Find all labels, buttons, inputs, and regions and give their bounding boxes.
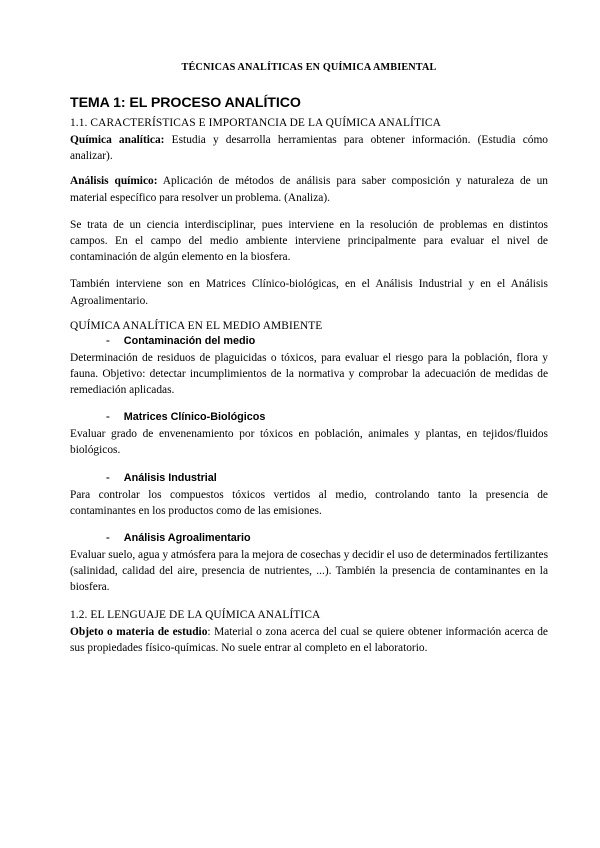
definition-text: Aplicación de métodos de análisis para saber composición y naturaleza de un material específico para resolver un problema. (Analiza). bbox=[70, 175, 548, 204]
subsection-heading-medio-ambiente: QUÍMICA ANALÍTICA EN EL MEDIO AMBIENTE bbox=[70, 319, 323, 332]
page-title: TEMA 1: EL PROCESO ANALÍTICO bbox=[70, 95, 301, 111]
document-header-title: TÉCNICAS ANALÍTICAS EN QUÍMICA AMBIENTAL bbox=[181, 62, 437, 73]
list-item-body: Evaluar grado de envenenamiento por tóxicos en población, animales y plantas, en tejidos/fluidos biológicos. bbox=[70, 428, 548, 457]
definition-quimica-analitica bbox=[70, 132, 548, 164]
definition-label: Análisis químico: bbox=[70, 175, 158, 188]
definition-objeto-estudio bbox=[70, 624, 548, 656]
list-item-label: Análisis Agroalimentario bbox=[123, 532, 251, 544]
paragraph-matrices: También interviene son en Matrices Clínico-biológicas, en el Análisis Industrial y en el Análisis Agroalimentario. bbox=[70, 278, 548, 307]
definition-text: : Material o zona acerca del cual se quiere obtener información acerca de sus propiedades físico-químicas. No suele entrar al completo en el laboratorio. bbox=[70, 625, 548, 654]
bullet-dash-icon: - bbox=[106, 411, 110, 424]
bullet-dash-icon: - bbox=[106, 334, 110, 347]
definition-label: Química analítica: bbox=[70, 134, 165, 146]
list-item-body: Determinación de residuos de plaguicidas o tóxicos, para evaluar el riesgo para la población, flora y fauna. Objetivo: detectar incumplimientos de la normativa y comprobar la adecuación de medidas de remediación aplicadas. bbox=[70, 351, 548, 397]
list-item-body: Evaluar suelo, agua y atmósfera para la mejora de cosechas y decidir el uso de determinados fertilizantes (salinidad, calidad del aire, presencia de nutrientes, ...). También la presencia de contaminantes en la biosfera. bbox=[70, 549, 548, 594]
paragraph-interdisciplinar: Se trata de un ciencia interdisciplinar, pues interviene en la resolución de problemas en distintos campos. En el campo del medio ambiente interviene principalmente para evaluar el nivel de contaminación de algún elemento en la biosfera. bbox=[70, 218, 548, 264]
list-item bbox=[70, 532, 548, 544]
list-item bbox=[70, 472, 548, 484]
subsection-heading-1-2: 1.2. EL LENGUAJE DE LA QUÍMICA ANALÍTICA bbox=[70, 608, 321, 621]
list-item-label: Matrices Clínico-Biológicos bbox=[123, 411, 266, 424]
subsection-heading-1-1: 1.1. CARACTERÍSTICAS E IMPORTANCIA DE LA QUÍMICA ANALÍTICA bbox=[70, 117, 441, 129]
list-item-body: Para controlar los compuestos tóxicos vertidos al medio, controlando tanto la presencia de contaminantes en los productos como de las emisiones. bbox=[70, 488, 548, 517]
list-item bbox=[70, 335, 548, 347]
bullet-dash-icon: - bbox=[106, 471, 110, 484]
bullet-dash-icon: - bbox=[106, 532, 110, 544]
definition-text: Estudia y desarrolla herramientas para obtener información. (Estudia cómo analizar). bbox=[70, 134, 548, 163]
list-item-label: Contaminación del medio bbox=[123, 334, 256, 347]
definition-label: Objeto o materia de estudio bbox=[70, 625, 208, 638]
list-item bbox=[70, 411, 548, 423]
list-item-label: Análisis Industrial bbox=[123, 471, 217, 484]
definition-analisis-quimico bbox=[70, 173, 548, 205]
